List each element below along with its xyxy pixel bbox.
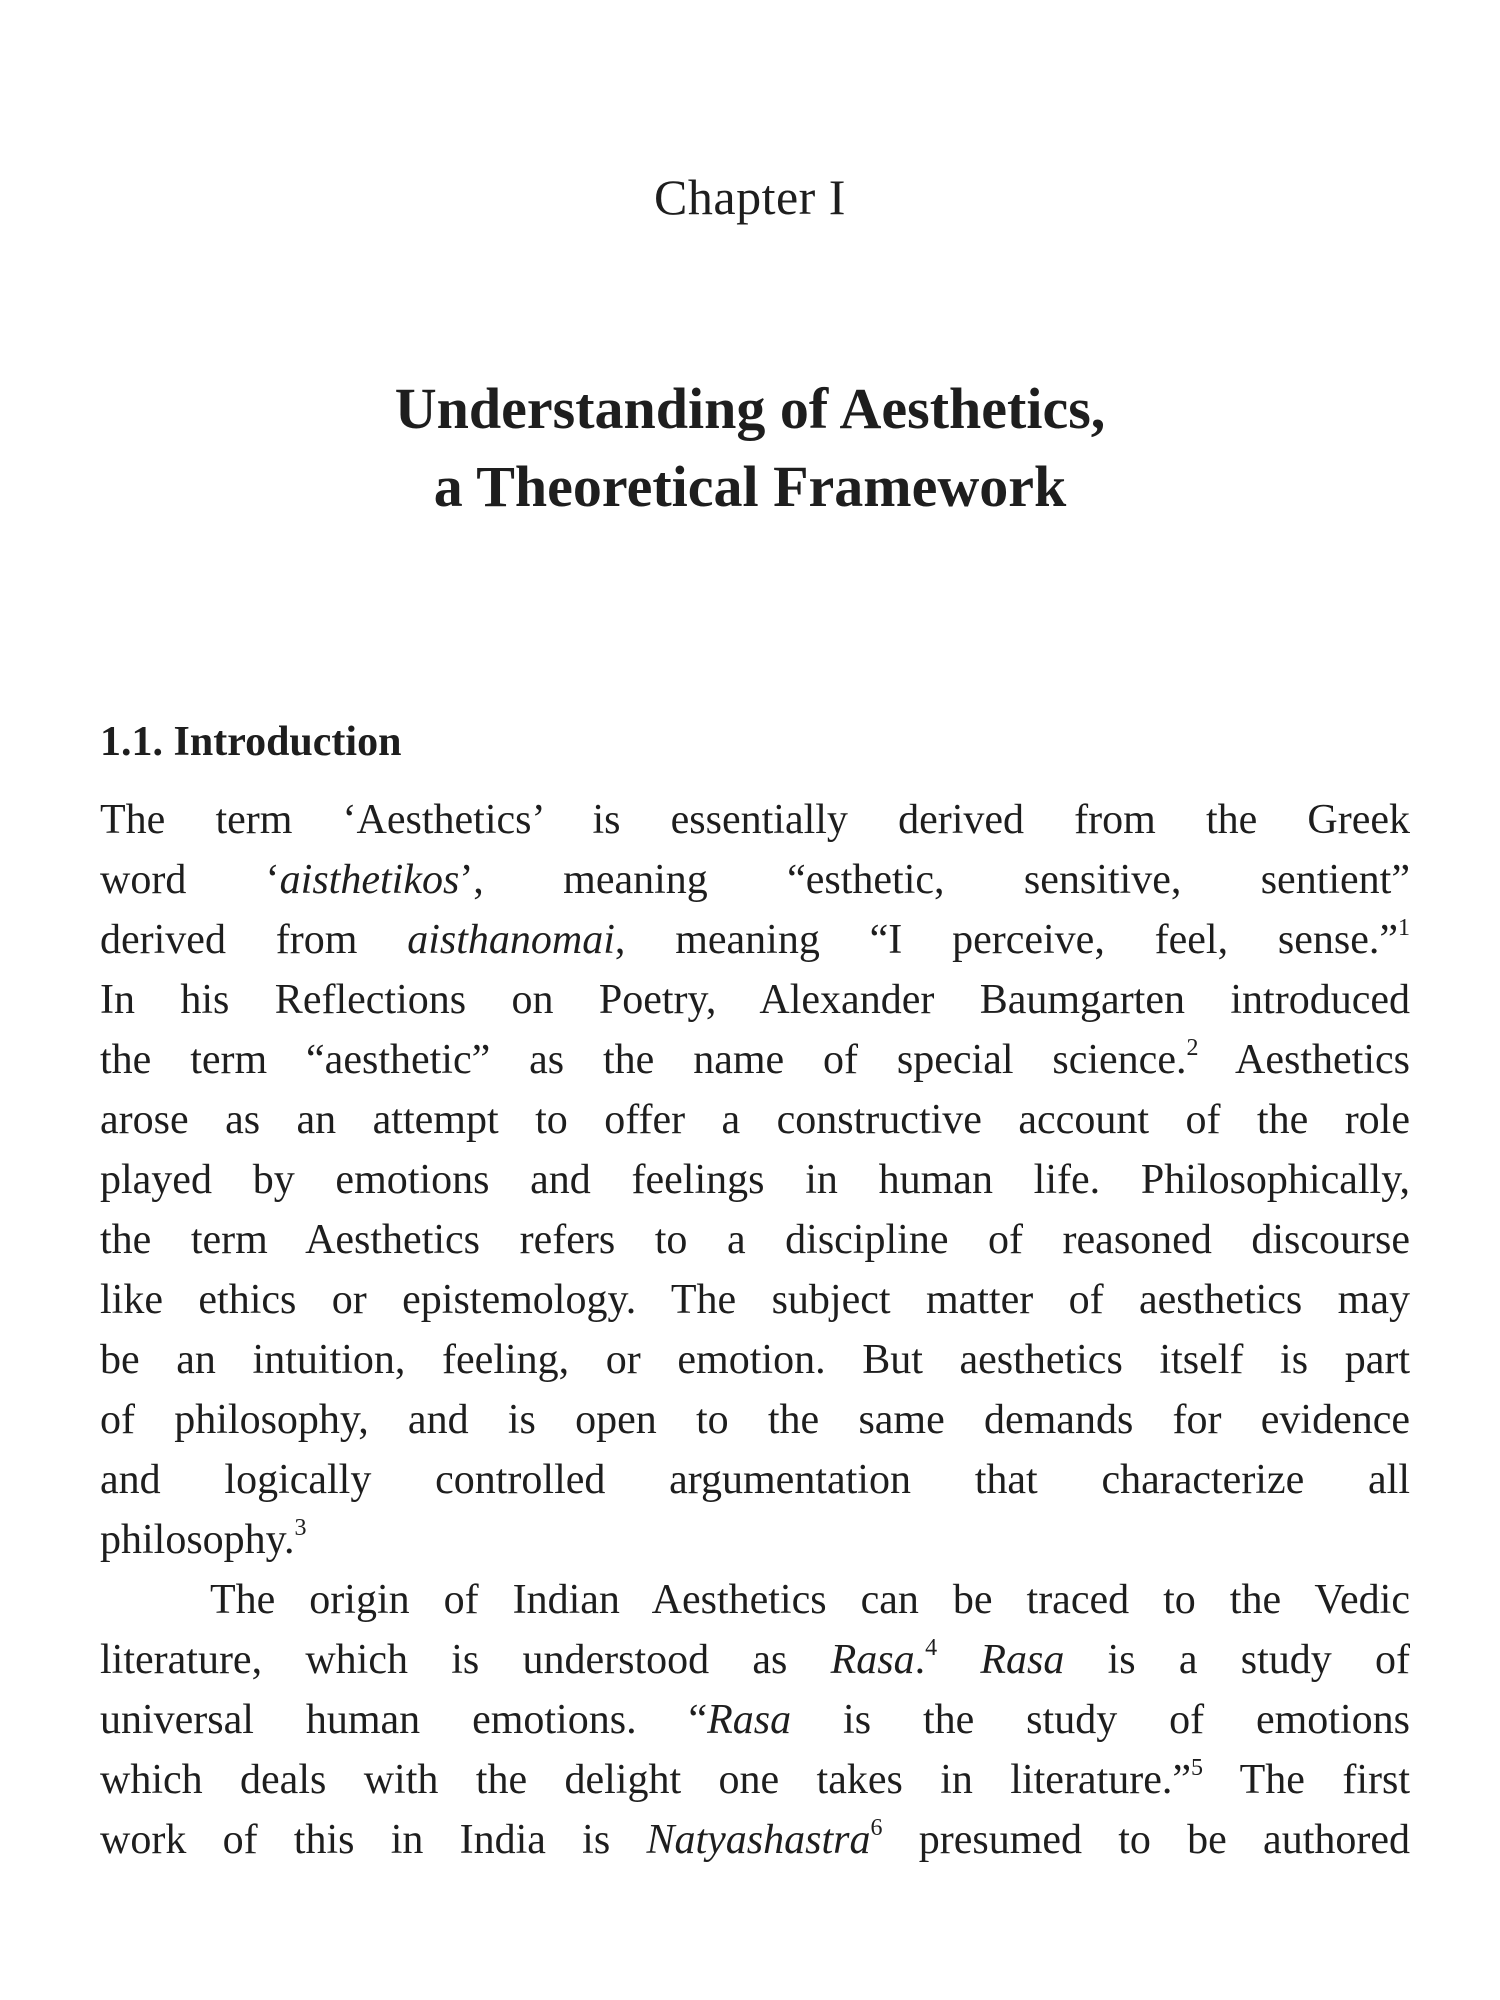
footnote-ref: 6 [870, 1815, 883, 1841]
text-line [100, 1390, 1410, 1450]
text-line [100, 790, 1410, 850]
italic-term: Rasa [980, 1637, 1065, 1683]
text-line [100, 1690, 1410, 1750]
text-run: word ‘ [100, 857, 280, 903]
text-run: like ethics or epistemology. The subject matter of aesthetics may [100, 1277, 1410, 1323]
text-run: arose as an attempt to offer a constructive account of the role [100, 1097, 1410, 1143]
text-line [100, 1630, 1410, 1690]
italic-term: aisthanomai [407, 917, 615, 963]
chapter-label: Chapter I [654, 169, 846, 225]
italic-term: Rasa [830, 1637, 915, 1683]
text-run: The term ‘Aesthetics’ is essentially derived from the Greek [100, 797, 1410, 843]
text-line [100, 1450, 1410, 1510]
footnote-ref: 3 [294, 1515, 307, 1541]
text-line [100, 1810, 1410, 1870]
text-run: which deals with the delight one takes in literature.” [100, 1757, 1192, 1803]
footnote-ref: 5 [1191, 1755, 1204, 1781]
italic-term: Rasa [707, 1697, 792, 1743]
text-run: universal human emotions. “ [100, 1697, 708, 1743]
text-run: philosophy. [100, 1517, 295, 1563]
chapter-title [0, 370, 1500, 526]
text-run: the term Aesthetics refers to a discipline of reasoned discourse [100, 1217, 1410, 1263]
text-run: literature, which is understood as [100, 1637, 831, 1683]
text-run: and logically controlled argumentation that characterize all [100, 1457, 1410, 1503]
text-line [100, 1150, 1410, 1210]
text-run: is a study of [1064, 1637, 1411, 1683]
text-run: ’, meaning “esthetic, sensitive, sentient” [459, 857, 1410, 903]
text-run: derived from [100, 917, 408, 963]
text-line [100, 1270, 1410, 1330]
text-run: In his Reflections on Poetry, Alexander Baumgarten introduced [100, 977, 1410, 1023]
text-run [937, 1637, 980, 1683]
text-run: The first [1203, 1757, 1410, 1803]
footnote-ref: 2 [1186, 1035, 1199, 1061]
text-line [100, 1750, 1410, 1810]
chapter-title-line-2: a Theoretical Framework [433, 454, 1067, 519]
text-line [100, 1090, 1410, 1150]
text-line [100, 970, 1410, 1030]
text-run: played by emotions and feelings in human life. Philosophically, [100, 1157, 1410, 1203]
text-run: presumed to be authored [882, 1817, 1410, 1863]
text-run: The origin of Indian Aesthetics can be traced to the Vedic [210, 1577, 1410, 1623]
text-line [100, 1570, 1410, 1630]
text-run: of philosophy, and is open to the same demands for evidence [100, 1397, 1410, 1443]
text-line [100, 1210, 1410, 1270]
footnote-ref: 4 [925, 1635, 938, 1661]
text-run: . [914, 1637, 926, 1683]
text-line [100, 1510, 1410, 1570]
body-text [100, 790, 1410, 1870]
text-run: the term “aesthetic” as the name of special science. [100, 1037, 1187, 1083]
text-run: Aesthetics [1198, 1037, 1411, 1083]
chapter-title-line-1: Understanding of Aesthetics, [394, 376, 1106, 441]
italic-term: Natyashastra [646, 1817, 871, 1863]
text-run: be an intuition, feeling, or emotion. But aesthetics itself is part [100, 1337, 1410, 1383]
text-line [100, 850, 1410, 910]
section-heading: 1.1. Introduction [100, 719, 402, 765]
text-run: is the study of emotions [791, 1697, 1410, 1743]
text-run: work of this in India is [100, 1817, 647, 1863]
text-line [100, 910, 1410, 970]
text-line [100, 1330, 1410, 1390]
footnote-ref: 1 [1398, 915, 1410, 941]
text-line [100, 1030, 1410, 1090]
italic-term: aisthetikos [279, 857, 460, 903]
text-run: , meaning “I perceive, feel, sense.” [614, 917, 1398, 963]
